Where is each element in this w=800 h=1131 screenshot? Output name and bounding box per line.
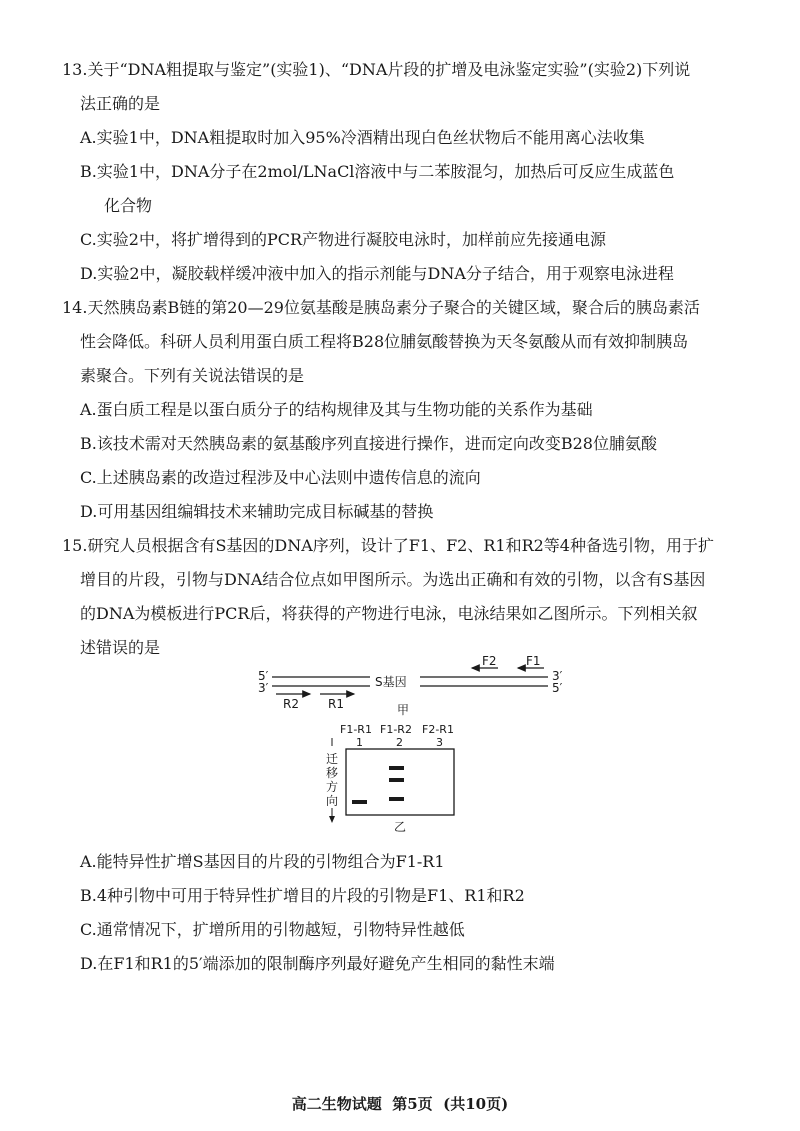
lane-1-number: 1 xyxy=(356,736,363,749)
q13-stem-line-1: 13.关于“DNA粗提取与鉴定”(实验1)、“DNA片段的扩增及电泳鉴定实验”(实验2)下列说 xyxy=(62,60,691,79)
diagram-yi xyxy=(326,723,454,834)
q15-option-c: C.通常情况下，扩增所用的引物越短，引物特异性越低 xyxy=(80,920,465,939)
q14-option-a: A.蛋白质工程是以蛋白质分子的结构规律及其与生物功能的关系作为基础 xyxy=(80,400,593,419)
q13-option-b-line-1: B.实验1中，DNA分子在2mol/LNaCl溶液中与二苯胺混匀，加热后可反应生成蓝色 xyxy=(80,162,675,181)
lane-3-header: F2-R1 xyxy=(422,723,454,736)
figure-jia-caption: 甲 xyxy=(397,703,410,717)
page-footer: 高二生物试题 第5页 (共10页) xyxy=(291,1095,509,1113)
lane-2-band-upper xyxy=(389,766,404,770)
primer-r1-label: R1 xyxy=(328,697,344,711)
lane-2-band-lower xyxy=(389,797,404,801)
q13-option-c: C.实验2中，将扩增得到的PCR产物进行凝胶电泳时，加样前应先接通电源 xyxy=(80,230,606,249)
q15-stem-line-3: 的DNA为模板进行PCR后，将获得的产物进行电泳，电泳结果如乙图所示。下列相关叙 xyxy=(80,604,698,623)
q15-stem-line-4: 述错误的是 xyxy=(80,638,161,657)
lane-3-number: 3 xyxy=(436,736,443,749)
figure-svg xyxy=(250,650,580,835)
lane-2-number: 2 xyxy=(396,736,403,749)
diagram-jia xyxy=(258,654,563,717)
direction-char-4: 向 xyxy=(326,794,339,808)
q15-option-b: B.4种引物中可用于特异性扩增目的片段的引物是F1、R1和R2 xyxy=(80,886,525,905)
q13-stem-line-2: 法正确的是 xyxy=(80,94,161,113)
q14-option-c: C.上述胰岛素的改造过程涉及中心法则中遗传信息的流向 xyxy=(80,468,481,487)
direction-char-3: 方 xyxy=(326,780,339,794)
strand-top-left-label: 5′ xyxy=(258,669,269,683)
q14-option-b: B.该技术需对天然胰岛素的氨基酸序列直接进行操作，进而定向改变B28位脯氨酸 xyxy=(80,434,657,453)
lane-2-band-middle xyxy=(389,778,404,782)
q13-option-b-line-2: 化合物 xyxy=(104,196,153,215)
strand-top-right-label: 3′ xyxy=(552,669,563,683)
q14-stem-line-1: 14.天然胰岛素B链的第20—29位氨基酸是胰岛素分子聚合的关键区域，聚合后的胰岛素活 xyxy=(62,298,700,317)
q13-option-a: A.实验1中，DNA粗提取时加入95%冷酒精出现白色丝状物后不能用离心法收集 xyxy=(80,128,645,147)
q15-stem-line-2: 增目的片段，引物与DNA结合位点如甲图所示。为选出正确和有效的引物，以含有S基因 xyxy=(80,570,706,589)
strand-bottom-left-label: 3′ xyxy=(258,681,269,695)
primer-f1-label: F1 xyxy=(526,654,541,668)
gene-label: S基因 xyxy=(375,675,407,689)
q14-stem-line-2: 性会降低。科研人员利用蛋白质工程将B28位脯氨酸替换为天冬氨酸从而有效抑制胰岛 xyxy=(80,332,689,351)
direction-char-1: 迁 xyxy=(326,752,339,766)
direction-char-2: 移 xyxy=(326,766,339,780)
q14-option-d: D.可用基因组编辑技术来辅助完成目标碱基的替换 xyxy=(80,502,434,521)
primer-f2-label: F2 xyxy=(482,654,497,668)
primer-r2-label: R2 xyxy=(283,697,299,711)
q15-stem-line-1: 15.研究人员根据含有S基因的DNA序列，设计了F1、F2、R1和R2等4种备选引物，用于扩 xyxy=(62,536,714,555)
primer-and-gel-figure xyxy=(250,650,580,835)
q15-option-d: D.在F1和R1的5′端添加的限制酶序列最好避免产生相同的黏性末端 xyxy=(80,954,555,973)
q15-option-a: A.能特异性扩增S基因目的片段的引物组合为F1-R1 xyxy=(80,852,445,871)
lane-2-header: F1-R2 xyxy=(380,723,412,736)
lane-1-band xyxy=(352,800,367,804)
strand-bottom-right-label: 5′ xyxy=(552,681,563,695)
q13-option-d: D.实验2中，凝胶载样缓冲液中加入的指示剂能与DNA分子结合，用于观察电泳进程 xyxy=(80,264,674,283)
figure-yi-caption: 乙 xyxy=(394,820,407,834)
q14-stem-line-3: 素聚合。下列有关说法错误的是 xyxy=(80,366,305,385)
lane-1-header: F1-R1 xyxy=(340,723,372,736)
